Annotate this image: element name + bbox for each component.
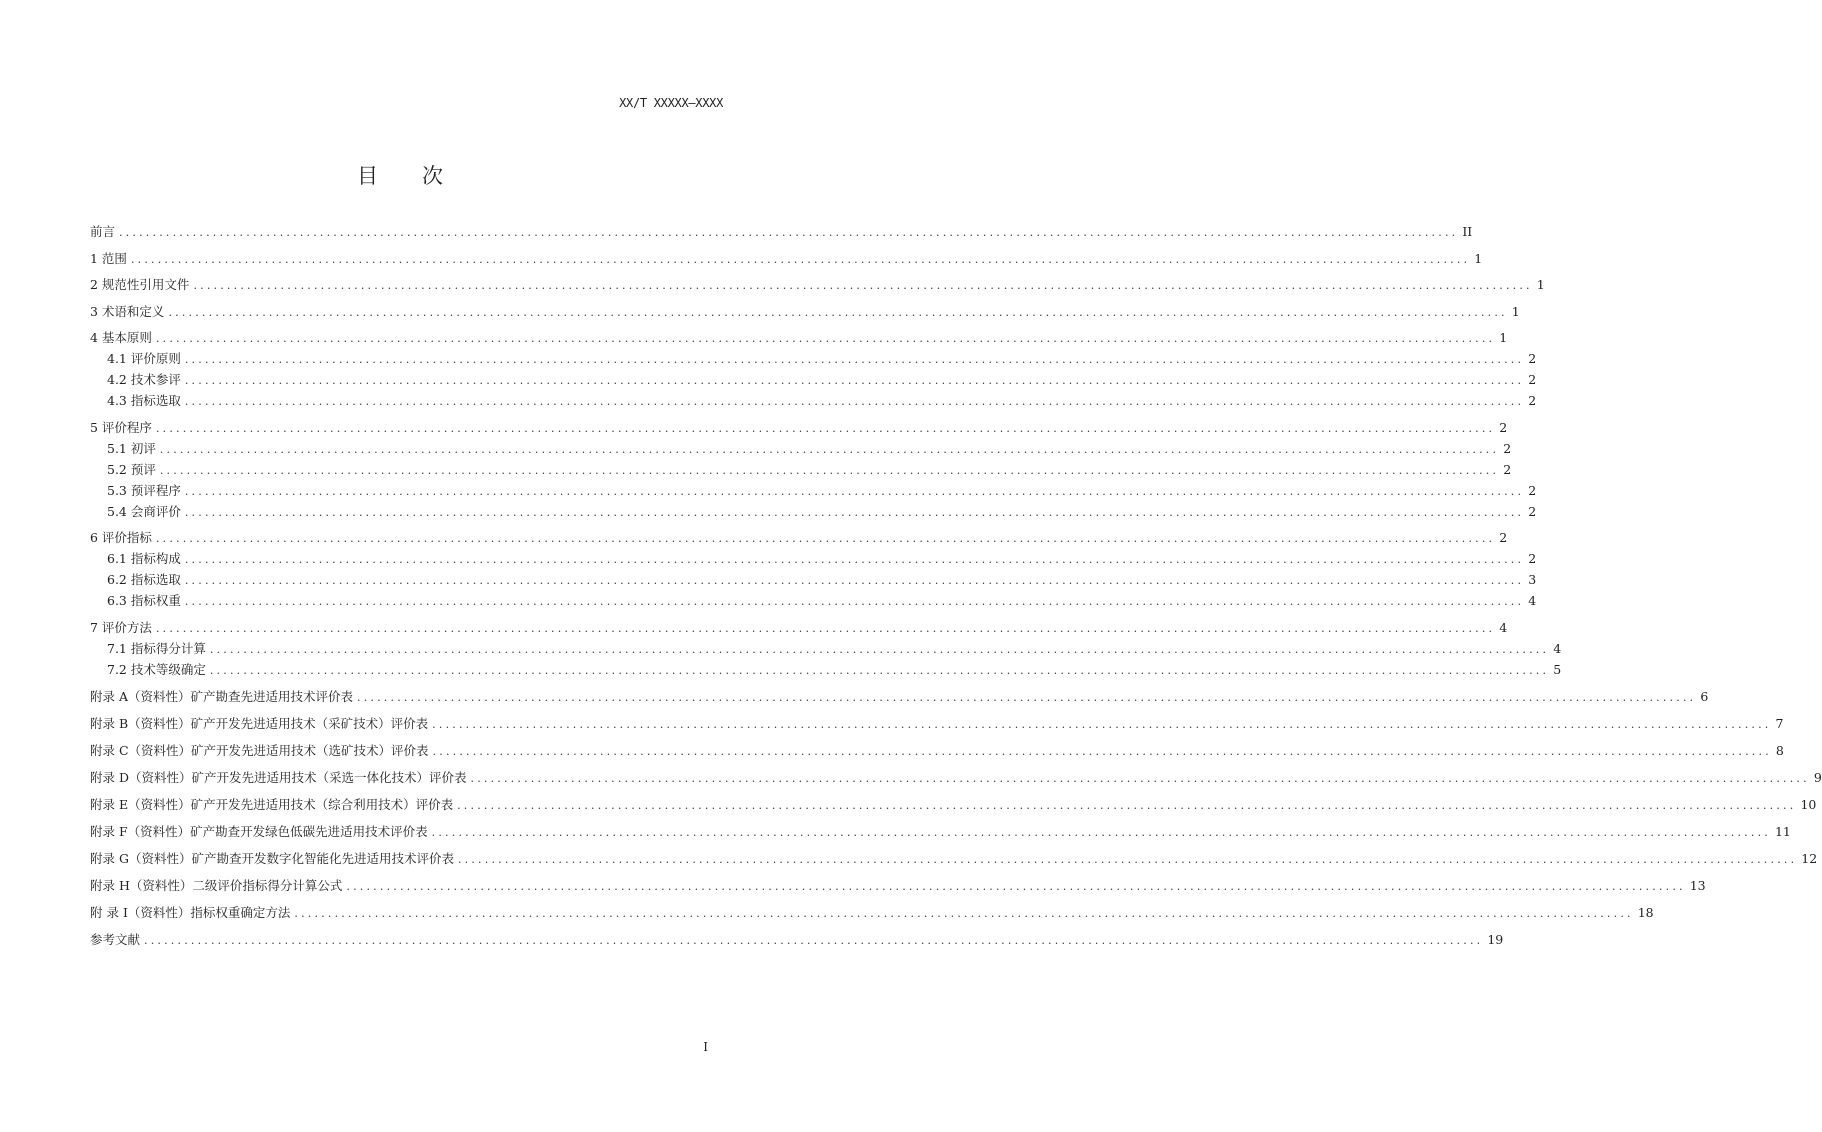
- toc-entry[interactable]: [90, 848, 1818, 869]
- toc-entry[interactable]: [90, 875, 1706, 896]
- toc-entry-label: 附录 A（资料性）矿产勘查先进适用技术评价表: [90, 688, 354, 704]
- toc-entry-page: 1: [1499, 330, 1508, 345]
- dot-leader: ........................................................................................................................................................................................................: [155, 621, 1496, 635]
- toc-entry-page: 7: [1775, 715, 1784, 731]
- dot-leader: ........................................................................................................................................................................................................: [155, 421, 1496, 435]
- dot-leader: ........................................................................................................................................................................................................: [193, 279, 1533, 292]
- toc-entry[interactable]: [90, 659, 1562, 680]
- toc-entry[interactable]: [90, 617, 1508, 638]
- toc-entry-page: 18: [1637, 904, 1654, 920]
- dot-leader: ........................................................................................................................................................................................................: [184, 353, 1525, 366]
- toc-entry-label: 4.2 技术参评: [107, 372, 181, 387]
- toc-entry[interactable]: [90, 390, 1537, 411]
- toc-entry-page: 2: [1528, 372, 1537, 387]
- toc-entry[interactable]: [90, 767, 1822, 788]
- toc-entry-label: 附录 F（资料性）矿产勘查开发绿色低碳先进适用技术评价表: [90, 823, 428, 839]
- title-char: 次: [422, 164, 443, 188]
- toc-entry[interactable]: [90, 794, 1817, 815]
- toc-entry-label: 附录 B（资料性）矿产开发先进适用技术（采矿技术）评价表: [90, 715, 429, 731]
- toc-entry[interactable]: [90, 274, 1545, 295]
- dot-leader: ........................................................................................................................................................................................................: [346, 879, 1686, 893]
- dot-leader: ........................................................................................................................................................................................................: [155, 532, 1496, 545]
- toc-entry[interactable]: [90, 438, 1512, 459]
- toc-entry-page: 11: [1774, 823, 1791, 839]
- toc-entry-page: 19: [1487, 931, 1504, 947]
- dot-leader: ........................................................................................................................................................................................................: [159, 442, 1500, 456]
- toc-entry[interactable]: [90, 929, 1504, 950]
- toc-entry-label: 6 评价指标: [90, 530, 152, 545]
- dot-leader: ........................................................................................................................................................................................................: [432, 717, 1772, 731]
- toc-entry-page: 2: [1503, 440, 1512, 456]
- toc-entry-label: 附 录 I（资料性）指标权重确定方法: [90, 904, 291, 920]
- toc-entry[interactable]: [90, 459, 1512, 480]
- dot-leader: ........................................................................................................................................................................................................: [432, 744, 1772, 758]
- toc-entry-page: 9: [1813, 769, 1822, 785]
- dot-leader: ........................................................................................................................................................................................................: [357, 690, 1697, 704]
- toc-entry[interactable]: [90, 221, 1473, 242]
- toc-entry-page: 4: [1499, 619, 1508, 635]
- toc-entry-label: 5.3 预评程序: [107, 482, 181, 498]
- dot-leader: ........................................................................................................................................................................................................: [119, 226, 1459, 239]
- toc-entry[interactable]: [90, 548, 1537, 569]
- toc-entry-page: 4: [1528, 593, 1537, 608]
- toc-entry-page: 1: [1474, 250, 1483, 266]
- toc-entry-label: 4 基本原则: [90, 330, 152, 345]
- dot-leader: ........................................................................................................................................................................................................: [168, 305, 1508, 319]
- toc-entry-page: 2: [1528, 503, 1537, 519]
- dot-leader: ........................................................................................................................................................................................................: [155, 332, 1496, 345]
- dot-leader: ........................................................................................................................................................................................................: [184, 553, 1525, 566]
- toc-entry-page: 3: [1528, 572, 1537, 587]
- dot-leader: ........................................................................................................................................................................................................: [130, 252, 1471, 266]
- toc-entry-label: 附录 G（资料性）矿产勘查开发数字化智能化先进适用技术评价表: [90, 850, 454, 866]
- dot-leader: ........................................................................................................................................................................................................: [184, 505, 1525, 519]
- dot-leader: ........................................................................................................................................................................................................: [159, 463, 1500, 477]
- toc-entry-label: 附录 E（资料性）矿产开发先进适用技术（综合利用技术）评价表: [90, 796, 454, 812]
- toc-entry[interactable]: [90, 638, 1562, 659]
- toc-entry-page: 1: [1536, 277, 1545, 292]
- dot-leader: ........................................................................................................................................................................................................: [184, 374, 1525, 387]
- toc-entry-page: 1: [1511, 303, 1520, 319]
- toc-entry[interactable]: [90, 301, 1520, 322]
- toc-entry-page: II: [1462, 224, 1473, 239]
- toc-entry-page: 2: [1528, 393, 1537, 408]
- toc-entry-label: 7.1 指标得分计算: [107, 640, 206, 656]
- toc-entry-page: 12: [1801, 850, 1818, 866]
- toc-entry-page: 2: [1499, 530, 1508, 545]
- dot-leader: ........................................................................................................................................................................................................: [457, 852, 1798, 866]
- toc-entry-page: 2: [1499, 419, 1508, 435]
- toc-entry-label: 5.2 预评: [107, 461, 156, 477]
- toc-entry-page: 2: [1528, 482, 1537, 498]
- toc-entry[interactable]: [90, 527, 1508, 548]
- dot-leader: ........................................................................................................................................................................................................: [184, 484, 1525, 498]
- toc-entry-page: 8: [1775, 742, 1784, 758]
- toc-entry[interactable]: [90, 569, 1537, 590]
- toc-entry[interactable]: [90, 590, 1537, 611]
- toc-entry-label: 参考文献: [90, 931, 141, 947]
- toc-entry[interactable]: [90, 248, 1483, 269]
- toc-entry-page: 2: [1528, 551, 1537, 566]
- toc-entry[interactable]: [90, 369, 1537, 390]
- page-title: [0, 160, 800, 190]
- document-code: XX/T XXXXX—XXXX: [619, 96, 723, 110]
- toc-entry-label: 7.2 技术等级确定: [107, 661, 206, 677]
- toc-entry-label: 4.3 指标选取: [107, 393, 181, 408]
- toc-entry[interactable]: [90, 686, 1709, 707]
- toc-entry-label: 2 规范性引用文件: [90, 277, 190, 292]
- toc-entry-page: 2: [1503, 461, 1512, 477]
- toc-entry-label: 6.1 指标构成: [107, 551, 181, 566]
- toc-entry[interactable]: [90, 480, 1537, 501]
- toc-entry-page: 2: [1528, 351, 1537, 366]
- dot-leader: ........................................................................................................................................................................................................: [431, 825, 1771, 839]
- toc-entry-label: 5 评价程序: [90, 419, 152, 435]
- toc-entry-page: 6: [1700, 688, 1709, 704]
- toc-entry-label: 1 范围: [90, 250, 127, 266]
- dot-leader: ........................................................................................................................................................................................................: [470, 771, 1810, 785]
- toc-entry-label: 附录 C（资料性）矿产开发先进适用技术（选矿技术）评价表: [90, 742, 429, 758]
- toc-entry[interactable]: [90, 417, 1508, 438]
- toc-entry-page: 10: [1800, 796, 1817, 812]
- toc-entry[interactable]: [90, 821, 1791, 842]
- toc-entry[interactable]: [90, 713, 1784, 734]
- dot-leader: ........................................................................................................................................................................................................: [294, 906, 1634, 920]
- toc-entry-label: 附录 D（资料性）矿产开发先进适用技术（采选一体化技术）评价表: [90, 769, 467, 785]
- toc-entry-label: 7 评价方法: [90, 619, 152, 635]
- toc-entry[interactable]: [90, 348, 1537, 369]
- toc-entry-label: 前言: [90, 224, 116, 239]
- dot-leader: ........................................................................................................................................................................................................: [209, 642, 1550, 656]
- toc-entry-page: 5: [1553, 661, 1562, 677]
- toc-entry-label: 6.2 指标选取: [107, 572, 181, 587]
- dot-leader: ........................................................................................................................................................................................................: [209, 663, 1550, 677]
- dot-leader: ........................................................................................................................................................................................................: [184, 395, 1525, 408]
- dot-leader: ........................................................................................................................................................................................................: [184, 574, 1525, 587]
- dot-leader: ........................................................................................................................................................................................................: [144, 933, 1484, 947]
- toc-entry[interactable]: [90, 501, 1537, 522]
- page-number: I: [703, 1040, 708, 1054]
- dot-leader: ........................................................................................................................................................................................................: [457, 798, 1797, 812]
- toc-entry-page: 4: [1553, 640, 1562, 656]
- toc-entry-label: 4.1 评价原则: [107, 351, 181, 366]
- toc-entry[interactable]: [90, 740, 1784, 761]
- dot-leader: ........................................................................................................................................................................................................: [184, 595, 1525, 608]
- toc-entry-label: 6.3 指标权重: [107, 593, 181, 608]
- toc-entry[interactable]: [90, 327, 1508, 348]
- toc-entry-label: 5.4 会商评价: [107, 503, 181, 519]
- toc-entry-page: 13: [1689, 877, 1706, 893]
- toc-entry-label: 5.1 初评: [107, 440, 156, 456]
- toc-entry-label: 附录 H（资料性）二级评价指标得分计算公式: [90, 877, 343, 893]
- toc-entry[interactable]: [90, 902, 1654, 923]
- table-of-contents: [90, 221, 1822, 950]
- title-char: 目: [357, 164, 378, 188]
- toc-entry-label: 3 术语和定义: [90, 303, 165, 319]
